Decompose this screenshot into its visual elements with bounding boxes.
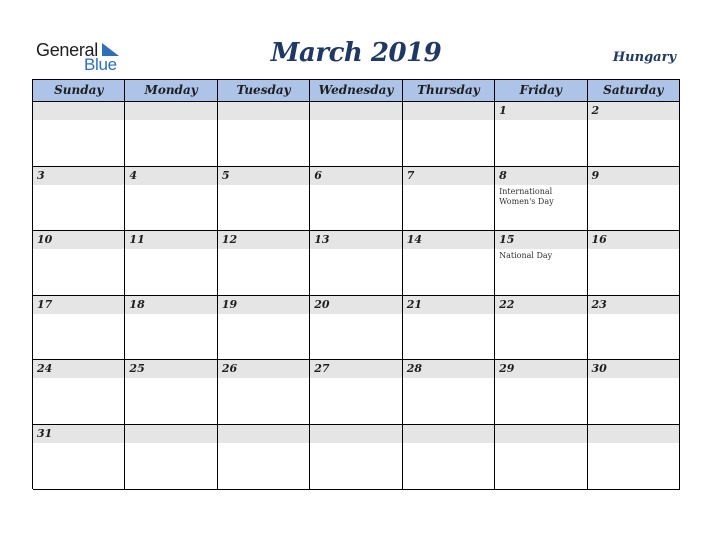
day-cell[interactable] [588, 102, 680, 167]
day-number: 31 [37, 426, 53, 440]
day-cell[interactable] [310, 231, 402, 296]
day-number-band [588, 102, 679, 120]
day-cell[interactable] [403, 231, 495, 296]
day-cell[interactable] [588, 360, 680, 425]
day-cell[interactable] [310, 360, 402, 425]
day-cell[interactable] [218, 102, 310, 167]
day-number: 6 [314, 168, 322, 182]
day-number: 14 [406, 233, 422, 247]
day-number: 8 [499, 168, 507, 182]
day-number: 29 [499, 362, 515, 376]
day-cell[interactable] [125, 167, 217, 232]
logo-general-text: General [36, 40, 98, 60]
day-number: 9 [591, 168, 600, 182]
holiday-label: International Women's Day [499, 186, 554, 206]
day-number-band [495, 102, 586, 120]
day-number: 18 [129, 297, 145, 311]
day-number: 3 [37, 168, 45, 182]
day-cell[interactable] [403, 102, 495, 167]
weekday-header-row [33, 80, 680, 102]
day-number: 7 [406, 168, 415, 182]
day-number: 15 [499, 233, 515, 247]
day-number: 5 [221, 168, 230, 182]
calendar-title: March 2019 [270, 38, 442, 68]
day-cell[interactable] [495, 296, 587, 361]
day-cell[interactable] [33, 231, 125, 296]
calendar-grid [32, 79, 680, 489]
day-cell[interactable] [218, 167, 310, 232]
day-number: 24 [37, 362, 53, 376]
day-number-band [33, 167, 124, 185]
day-number-band [218, 425, 309, 443]
weekday-header-monday: Monday [125, 80, 217, 102]
day-number: 11 [129, 233, 145, 247]
day-cell[interactable] [495, 231, 587, 296]
day-cell[interactable] [33, 360, 125, 425]
day-cell[interactable] [403, 167, 495, 232]
day-number-band [218, 167, 309, 185]
day-number-band [218, 102, 309, 120]
day-cell[interactable] [588, 231, 680, 296]
day-cell[interactable] [125, 102, 217, 167]
day-cell[interactable] [218, 360, 310, 425]
week-row [33, 231, 680, 296]
weekday-header-tuesday: Tuesday [218, 80, 310, 102]
day-cell[interactable] [588, 167, 680, 232]
weeks-container [33, 102, 680, 490]
day-number: 17 [37, 297, 53, 311]
day-number-band [310, 425, 401, 443]
day-cell[interactable] [495, 167, 587, 232]
day-number: 28 [406, 362, 422, 376]
day-number: 20 [314, 297, 330, 311]
day-number: 10 [37, 233, 53, 247]
day-cell[interactable] [218, 425, 310, 490]
weekday-header-friday: Friday [495, 80, 587, 102]
day-number-band [310, 167, 401, 185]
day-number-band [403, 167, 494, 185]
day-number: 26 [221, 362, 238, 376]
day-number-band [125, 425, 216, 443]
day-cell[interactable] [588, 425, 680, 490]
week-row [33, 425, 680, 490]
day-number-band [495, 425, 586, 443]
day-number: 1 [499, 104, 507, 117]
day-cell[interactable] [33, 425, 125, 490]
day-cell[interactable] [218, 296, 310, 361]
day-number-band [125, 102, 216, 120]
day-cell[interactable] [218, 231, 310, 296]
day-number-band [33, 102, 124, 120]
day-number-band [403, 425, 494, 443]
weekday-header-sunday: Sunday [33, 80, 125, 102]
logo-blue-text: Blue [84, 55, 117, 74]
day-cell[interactable] [310, 167, 402, 232]
day-cell[interactable] [125, 296, 217, 361]
weekday-header-thursday: Thursday [403, 80, 495, 102]
day-number-band [588, 425, 679, 443]
week-row [33, 296, 680, 361]
day-cell[interactable] [125, 231, 217, 296]
week-row [33, 167, 680, 232]
day-number: 22 [499, 297, 515, 311]
day-number-band [125, 167, 216, 185]
week-row [33, 360, 680, 425]
country-label: Hungary [612, 50, 676, 65]
day-cell[interactable] [310, 102, 402, 167]
day-cell[interactable] [33, 102, 125, 167]
day-number-band [495, 167, 586, 185]
day-cell[interactable] [125, 425, 217, 490]
day-number: 30 [591, 362, 607, 376]
day-number: 23 [591, 297, 607, 311]
day-number: 21 [406, 297, 422, 311]
day-number: 27 [314, 362, 330, 376]
day-cell[interactable] [125, 360, 217, 425]
day-number: 12 [221, 233, 238, 247]
day-number: 13 [314, 233, 330, 247]
day-number-band [588, 167, 679, 185]
day-number-band [310, 102, 401, 120]
weekday-header-wednesday: Wednesday [310, 80, 402, 102]
day-cell[interactable] [310, 296, 402, 361]
day-cell[interactable] [495, 425, 587, 490]
weekday-header-saturday: Saturday [588, 80, 680, 102]
day-cell[interactable] [495, 102, 587, 167]
day-number: 4 [129, 168, 138, 182]
week-row [33, 102, 680, 167]
day-cell[interactable] [403, 425, 495, 490]
holiday-label: National Day [499, 251, 553, 261]
day-number-band [403, 102, 494, 120]
day-cell[interactable] [33, 167, 125, 232]
day-number: 25 [129, 362, 145, 376]
day-number: 2 [591, 104, 600, 117]
day-cell[interactable] [588, 296, 680, 361]
day-number: 16 [591, 233, 607, 247]
day-cell[interactable] [495, 360, 587, 425]
day-cell[interactable] [403, 296, 495, 361]
day-number: 19 [221, 297, 238, 311]
day-cell[interactable] [403, 360, 495, 425]
day-cell[interactable] [33, 296, 125, 361]
day-cell[interactable] [310, 425, 402, 490]
